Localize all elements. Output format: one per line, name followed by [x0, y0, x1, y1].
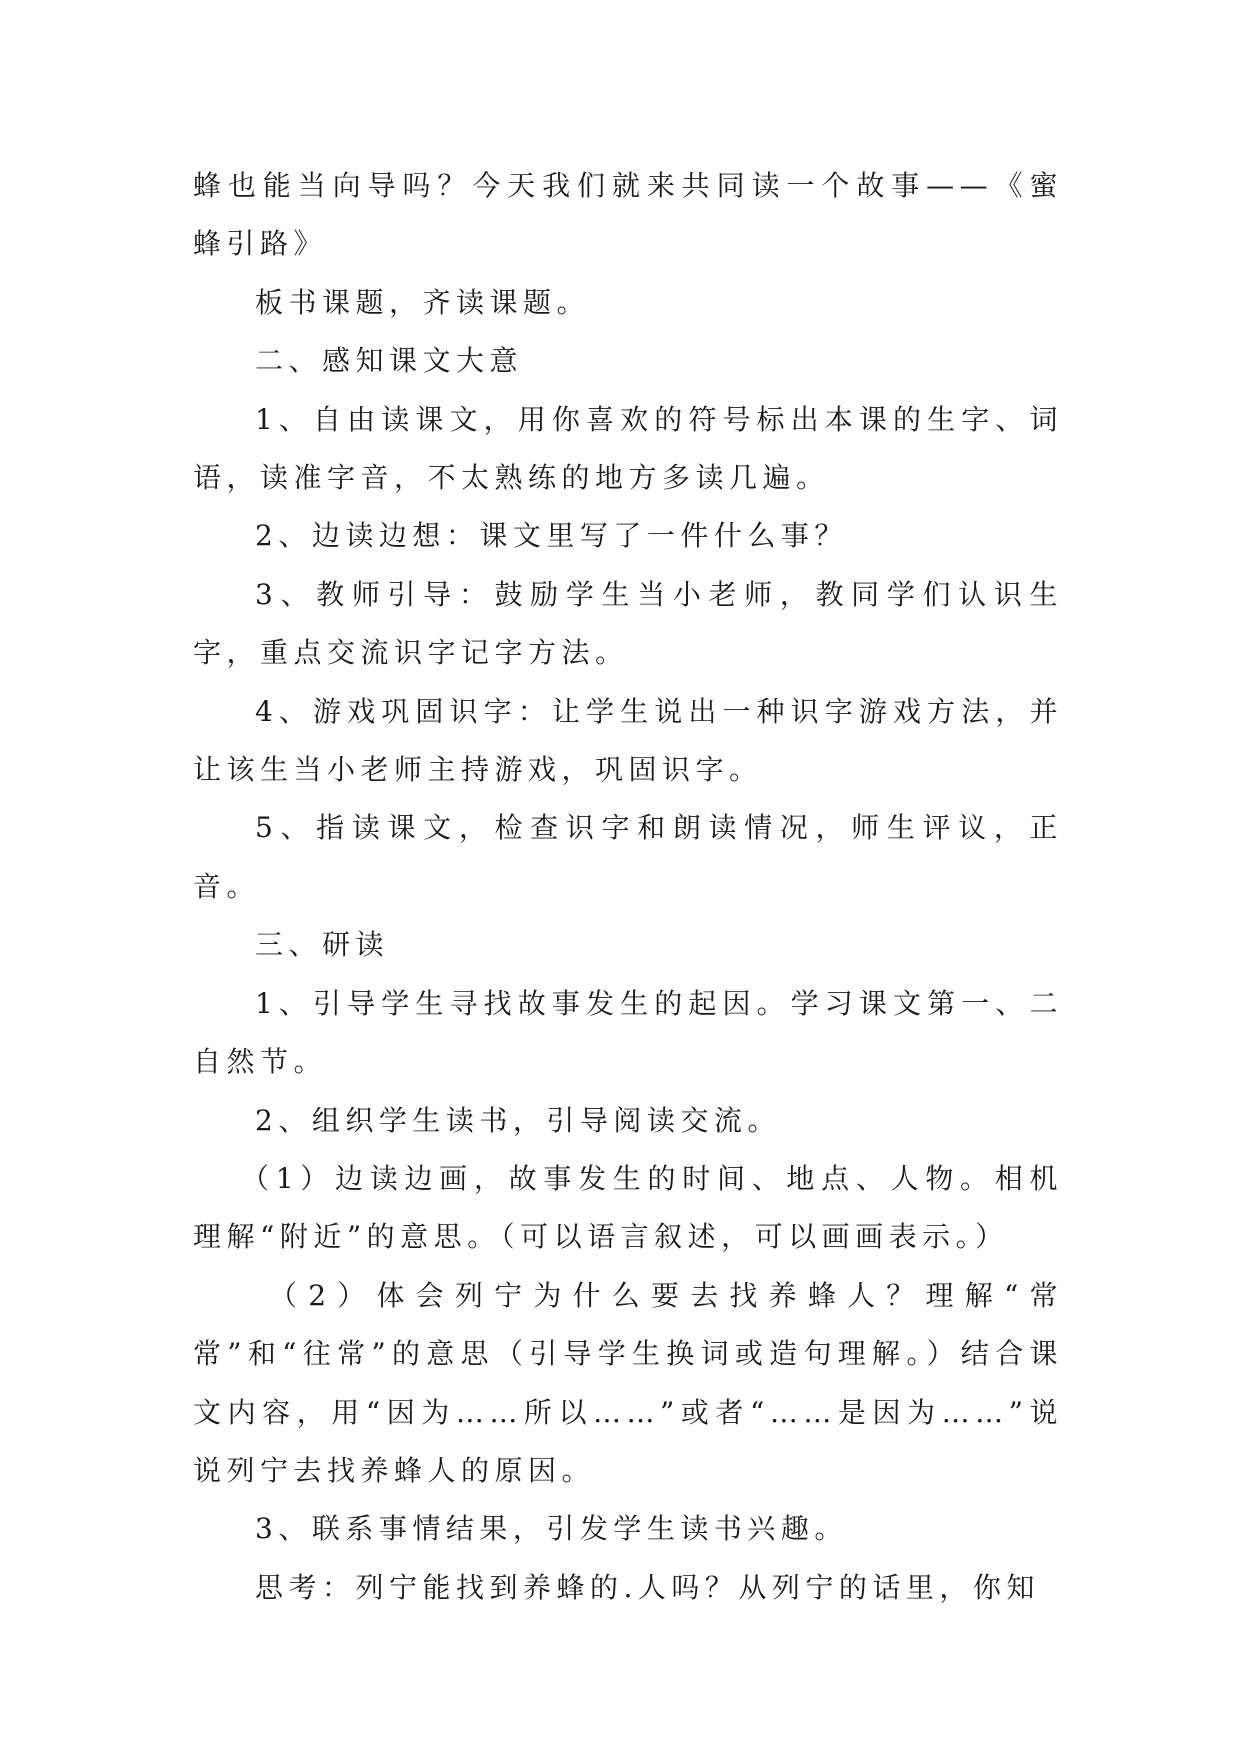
- paragraph-sub-1: （1）边读边画，故事发生的时间、地点、人物。相机理解“附近”的意思。（可以语言叙述，可以画画表示。）: [193, 1161, 1063, 1254]
- paragraph-step-5: 5、指读课文，检查识字和朗读情况，师生评议，正音。: [193, 811, 1063, 903]
- paragraph-read-3: 3、联系事情结果，引发学生读书兴趣。: [255, 1512, 848, 1546]
- paragraph-step-2: 2、边读边想：课文里写了一件什么事？: [255, 519, 848, 553]
- paragraph-think: 思考：列宁能找到养蜂的.人吗？从列宁的话里，你知: [255, 1570, 1040, 1604]
- document-body: [193, 157, 1063, 1617]
- paragraph-intro-continued: 蜂也能当向导吗？今天我们就来共同读一个故事——《蜜蜂引路》: [193, 169, 1063, 261]
- paragraph-read-2: 2、组织学生读书，引导阅读交流。: [255, 1103, 781, 1137]
- section-heading-2: 二、感知课文大意: [255, 344, 524, 378]
- paragraph-read-1: 1、引导学生寻找故事发生的起因。学习课文第一、二自然节。: [193, 986, 1063, 1079]
- paragraph-board-title: 板书课题，齐读课题。: [255, 285, 591, 319]
- section-heading-3: 三、研读: [255, 928, 390, 962]
- paragraph-step-3: 3、教师引导：鼓励学生当小老师，教同学们认识生字，重点交流识字记字方法。: [193, 577, 1063, 670]
- paragraph-step-1: 1、自由读课文，用你喜欢的符号标出本课的生字、词语，读准字音，不太熟练的地方多读几遍。: [193, 402, 1063, 495]
- paragraph-step-4: 4、游戏巩固识字：让学生说出一种识字游戏方法，并让该生当小老师主持游戏，巩固识字。: [193, 694, 1063, 787]
- paragraph-sub-2: （2）体会列宁为什么要去找养蜂人？理解“常常”和“往常”的意思（引导学生换词或造句理解。）结合课文内容，用“因为……所以……”或者“……是因为……”说说列宁去找养蜂人的原因。: [193, 1278, 1063, 1487]
